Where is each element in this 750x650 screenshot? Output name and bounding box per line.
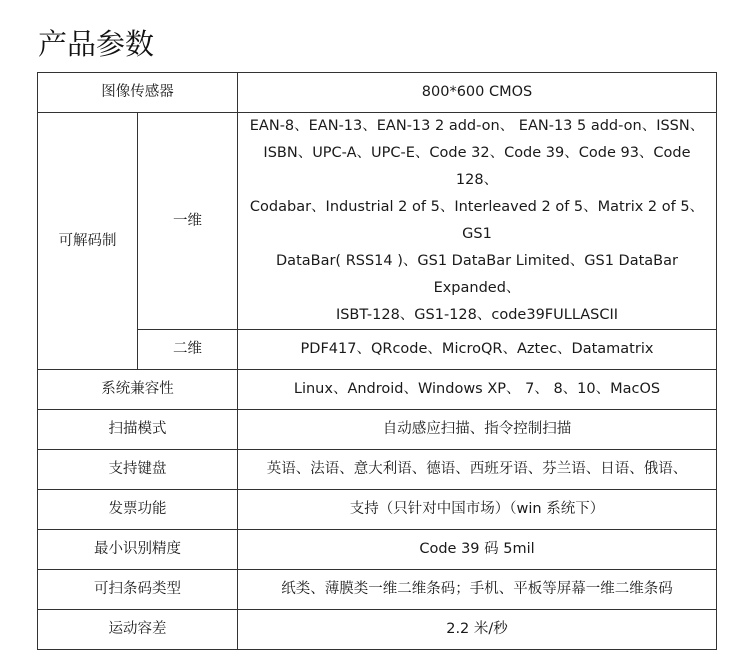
row-value: Linux、Android、Windows XP、 7、 8、10、MacOS [238,370,717,410]
value-line: DataBar( RSS14 )、GS1 DataBar Limited、GS1 DataBar Expanded、 [276,253,678,296]
row-label: 扫描模式 [38,410,238,450]
row-label: 最小识别精度 [38,530,238,570]
row-label: 支持键盘 [38,450,238,490]
row-label: 可扫条码类型 [38,570,238,610]
row-value-2d: PDF417、QRcode、MicroQR、Aztec、Datamatrix [238,330,717,370]
value-line: EAN-8、EAN-13、EAN-13 2 add-on、 EAN-13 5 add-on、ISSN、 [249,118,705,134]
value-line: Codabar、Industrial 2 of 5、Interleaved 2 of 5、Matrix 2 of 5、 GS1 [249,199,705,242]
row-value: 英语、法语、意大利语、德语、西班牙语、芬兰语、日语、俄语、 [238,450,717,490]
value-line: ISBN、UPC-A、UPC-E、Code 32、Code 39、Code 93、Code 128、 [263,145,691,188]
table-row-decode-1d [38,113,717,330]
sub-label-2d: 二维 [138,330,238,370]
row-value: 2.2 米/秒 [238,610,717,650]
row-label: 图像传感器 [38,73,238,113]
value-line: ISBT-128、GS1-128、code39FULLASCII [335,307,619,323]
row-label: 系统兼容性 [38,370,238,410]
table-row-invoice [38,490,717,530]
row-value: Code 39 码 5mil [238,530,717,570]
spec-table [37,72,717,650]
row-label-decode: 可解码制 [38,113,138,370]
table-row-compat [38,370,717,410]
table-row-motion-tolerance [38,610,717,650]
row-value: 纸类、薄膜类一维二维条码；手机、平板等屏幕一维二维条码 [238,570,717,610]
row-label: 发票功能 [38,490,238,530]
table-row-decode-2d [38,330,717,370]
row-label: 运动容差 [38,610,238,650]
sub-label-1d: 一维 [138,113,238,330]
table-row-sensor [38,73,717,113]
row-value-1d [238,113,717,330]
row-value: 800*600 CMOS [238,73,717,113]
row-value: 自动感应扫描、指令控制扫描 [238,410,717,450]
table-row-scan-mode [38,410,717,450]
table-row-barcode-types [38,570,717,610]
row-value: 支持（只针对中国市场）（win 系统下） [238,490,717,530]
page-title: 产品参数 [38,27,155,61]
table-row-precision [38,530,717,570]
table-row-keyboard [38,450,717,490]
